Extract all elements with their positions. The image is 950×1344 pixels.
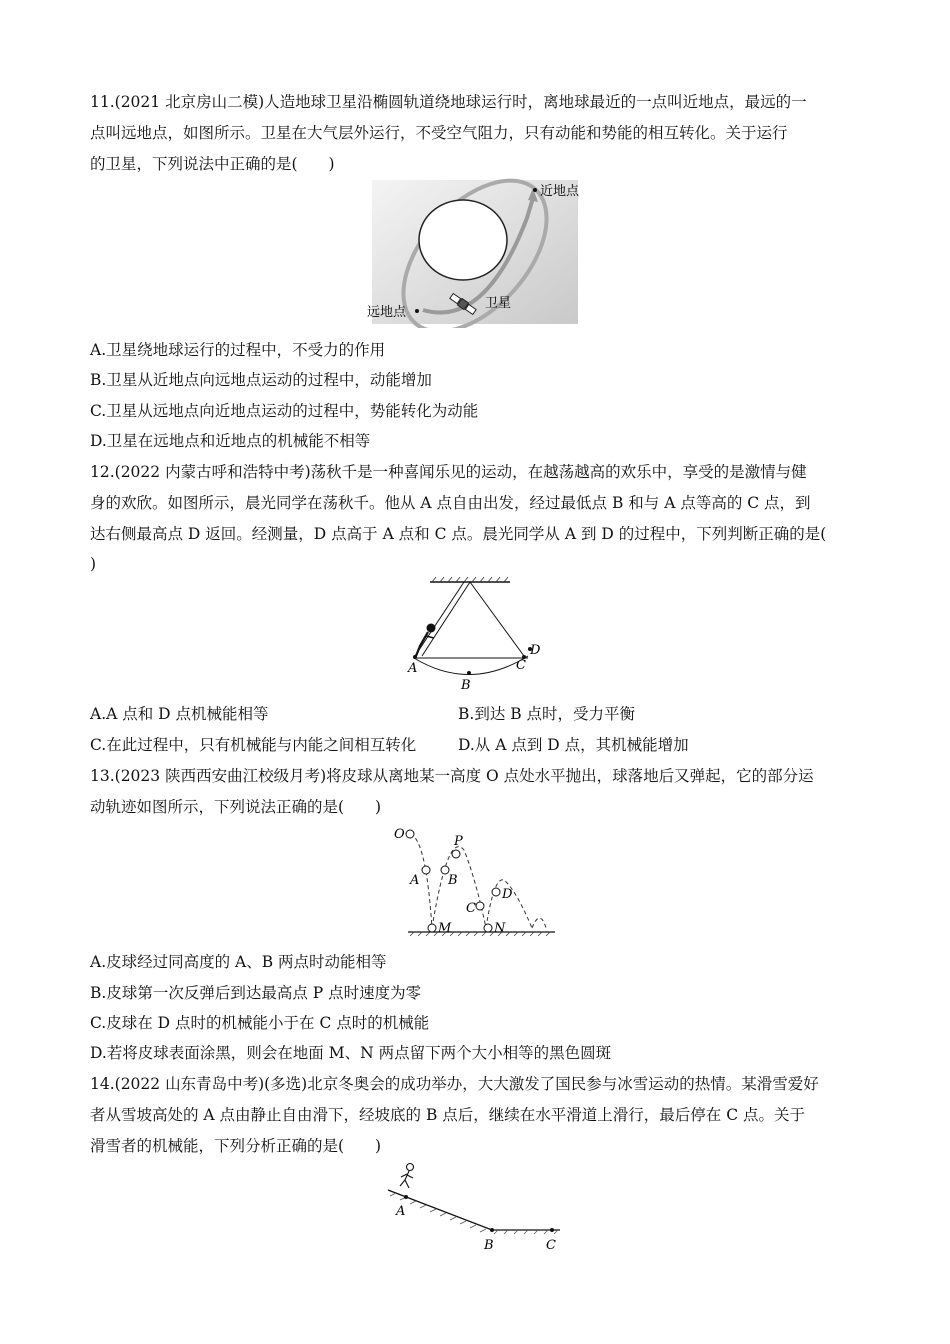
swing-figure: [400, 574, 550, 694]
q12-stem-line-3: 达右侧最高点 D 返回。经测量，D 点高于 A 点和 C 点。晨光同学从 A 到 D 的过程中，下列判断正确的是(: [90, 525, 827, 543]
q13-option-b: B.皮球第一次反弹后到达最高点 P 点时速度为零: [90, 984, 422, 1002]
q13-option-d: D.若将皮球表面涂黑，则会在地面 M、N 两点留下两个大小相等的黑色圆斑: [90, 1044, 612, 1062]
rope-left-1: [415, 582, 464, 656]
label-n: N: [494, 921, 506, 936]
q11-option-d: D.卫星在远地点和近地点的机械能不相等: [90, 432, 371, 450]
q11-stem-line-2: 点叫远地点，如图所示。卫星在大气层外运行，不受空气阻力，只有动能和势能的相互转化。关于运行: [90, 124, 788, 142]
rope-left-2: [422, 582, 470, 656]
label-p: P: [454, 834, 463, 849]
satellite-orbit-figure: [365, 178, 585, 328]
ball-n: [484, 924, 492, 932]
q12-stem-line-4: ): [90, 555, 97, 573]
label-o: O: [394, 827, 405, 842]
point-a-dot: [404, 1195, 408, 1199]
bouncing-ball-figure: [390, 820, 560, 940]
label-m: M: [438, 921, 452, 936]
satellite-label: 卫星: [485, 296, 512, 311]
point-b-dot: [467, 671, 471, 675]
q14-stem-line-1: 14.(2022 山东青岛中考)(多选)北京冬奥会的成功举办，大大激发了国民参与冰雪运动的热情。某滑雪爱好: [90, 1075, 819, 1093]
trajectory: [410, 834, 546, 928]
perigee-dot: [533, 188, 537, 192]
point-a-dot: [413, 655, 417, 659]
q13-stem-line-2: 动轨迹如图所示，下列说法正确的是( ): [90, 798, 382, 816]
q14-stem-line-3: 滑雪者的机械能，下列分析正确的是( ): [90, 1137, 382, 1155]
label-d: D: [502, 887, 513, 902]
label-a: A: [410, 873, 420, 888]
ball-d: [492, 888, 500, 896]
q12-option-c: C.在此过程中，只有机械能与内能之间相互转化: [90, 736, 417, 754]
q11-stem-line-1: 11.(2021 北京房山二模)人造地球卫星沿椭圆轨道绕地球运行时，离地球最近的一点叫近地点，最远的一: [90, 93, 807, 111]
earth: [419, 200, 507, 280]
label-b: B: [448, 873, 458, 888]
label-a: A: [408, 661, 418, 676]
label-b: B: [461, 678, 471, 693]
apogee-dot: [415, 309, 419, 313]
q12-option-a: A.A 点和 D 点机械能相等: [90, 705, 269, 723]
perigee-label: 近地点: [540, 184, 580, 199]
point-c-dot: [550, 1228, 554, 1232]
apogee-label: 远地点: [367, 305, 407, 320]
ski-slope-figure: [380, 1160, 570, 1260]
label-a: A: [396, 1204, 406, 1219]
slope-surface: [388, 1190, 560, 1230]
q11-option-c: C.卫星从远地点向近地点运动的过程中，势能转化为动能: [90, 402, 479, 420]
ball-p: [452, 850, 460, 858]
label-c: C: [546, 1238, 556, 1253]
q13-option-c: C.皮球在 D 点时的机械能小于在 C 点时的机械能: [90, 1014, 430, 1032]
label-c: C: [516, 658, 526, 673]
q12-stem-line-2: 身的欢欣。如图所示，晨光同学在荡秋千。他从 A 点自由出发，经过最低点 B 和与 A 点等高的 C 点，到: [90, 494, 811, 512]
ball-m: [428, 924, 436, 932]
q13-option-a: A.皮球经过同高度的 A、B 两点时动能相等: [90, 953, 387, 971]
q13-stem-line-1: 13.(2023 陕西西安曲江校级月考)将皮球从离地某一高度 O 点处水平抛出，球落地后又弹起，它的部分运: [90, 767, 814, 785]
q12-option-b: B.到达 B 点时，受力平衡: [458, 705, 636, 723]
ball-a: [422, 866, 430, 874]
q11-stem-line-3: 的卫星，下列说法中正确的是( ): [90, 155, 335, 173]
label-c: C: [466, 901, 476, 916]
ball-o: [406, 830, 414, 838]
swing-arc: [414, 656, 528, 675]
label-d: D: [530, 643, 541, 658]
q12-stem-line-1: 12.(2022 内蒙古呼和浩特中考)荡秋千是一种喜闻乐见的运动，在越荡越高的欢乐中，享受的是激情与健: [90, 463, 807, 481]
ball-c: [476, 902, 484, 910]
slope-hatch: [390, 1193, 558, 1234]
skier-icon: [400, 1164, 414, 1189]
q11-option-a: A.卫星绕地球运行的过程中，不受力的作用: [90, 341, 386, 359]
rope-right: [470, 582, 524, 656]
q14-stem-line-2: 者从雪坡高处的 A 点由静止自由滑下，经坡底的 B 点后，继续在水平滑道上滑行，最后停在 C 点。关于: [90, 1106, 806, 1124]
point-b-dot: [490, 1228, 494, 1232]
label-b: B: [484, 1238, 494, 1253]
q12-option-d: D.从 A 点到 D 点，其机械能增加: [458, 736, 689, 754]
q11-option-b: B.卫星从近地点向远地点运动的过程中，动能增加: [90, 371, 432, 389]
